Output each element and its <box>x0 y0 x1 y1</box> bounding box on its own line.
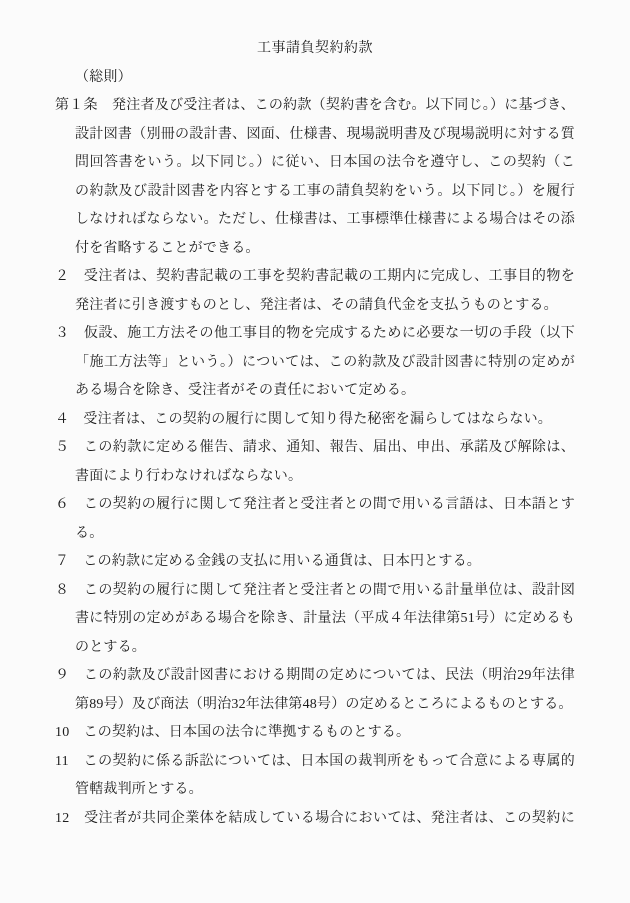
document-line: の約款及び設計図書を内容とする工事の請負契約をいう。以下同じ。）を履行 <box>75 183 575 199</box>
document-line: ３ 仮設、施工方法その他工事目的物を完成するために必要な一切の手段（以下 <box>55 326 575 341</box>
section-heading: （総則） <box>75 69 132 85</box>
document-line: ８ この契約の履行に関して発注者と受注者との間で用いる計量単位は、設計図 <box>55 582 575 598</box>
document-title: 工事請負契約約款 <box>257 41 373 56</box>
document-line: 第１条 発注者及び受注者は、この約款（契約書を含む。以下同じ。）に基づき、 <box>55 98 575 113</box>
document-line: 10 この契約は、日本国の法令に準拠するものとする。 <box>55 725 411 740</box>
document-line: ４ 受注者は、この契約の履行に関して知り得た秘密を漏らしてはならない。 <box>55 411 552 427</box>
document-line: 管轄裁判所とする。 <box>75 782 203 797</box>
document-line: 設計図書（別冊の設計書、図面、仕様書、現場説明書及び現場説明に対する質 <box>75 126 575 142</box>
document-line: ６ この契約の履行に関して発注者と受注者との間で用いる言語は、日本語とす <box>55 497 575 512</box>
document-line: 発注者に引き渡すものとし、発注者は、その請負代金を支払うものとする。 <box>75 297 558 313</box>
document-line: 書に特別の定めがある場合を除き、計量法（平成４年法律第51号）に定めるも <box>75 611 575 626</box>
document-line: ある場合を除き、受注者がその責任において定める。 <box>75 383 416 398</box>
document-line: ９ この約款及び設計図書における期間の定めについては、民法（明治29年法律 <box>55 668 575 683</box>
document-line: ２ 受注者は、契約書記載の工事を契約書記載の工期内に完成し、工事目的物を <box>55 269 575 284</box>
document-line: 付を省略することができる。 <box>75 240 260 256</box>
document-line: 12 受注者が共同企業体を結成している場合においては、発注者は、この契約に <box>55 810 575 826</box>
document-line: ７ この約款に定める金銭の支払に用いる通貨は、日本円とする。 <box>55 554 481 569</box>
document-line: 書面により行わなければならない。 <box>75 468 303 484</box>
document-line: のとする。 <box>75 639 146 655</box>
document-line: しなければならない。ただし、仕様書は、工事標準仕様書による場合はその添 <box>75 212 575 227</box>
document-line: 11 この契約に係る訴訟については、日本国の裁判所をもって合意による専属的 <box>55 753 575 769</box>
document-line: 問回答書をいう。以下同じ。）に従い、日本国の法令を遵守し、この契約（こ <box>75 155 575 170</box>
document-line: 第89号）及び商法（明治32年法律第48号）の定めるところによるものとする。 <box>75 696 573 712</box>
paragraphs <box>55 92 575 833</box>
document-line: ５ この約款に定める催告、請求、通知、報告、届出、申出、承諾及び解除は、 <box>55 440 575 455</box>
document-line: る。 <box>75 525 104 541</box>
document-line: 「施工方法等」という。）については、この約款及び設計図書に特別の定めが <box>75 354 575 370</box>
